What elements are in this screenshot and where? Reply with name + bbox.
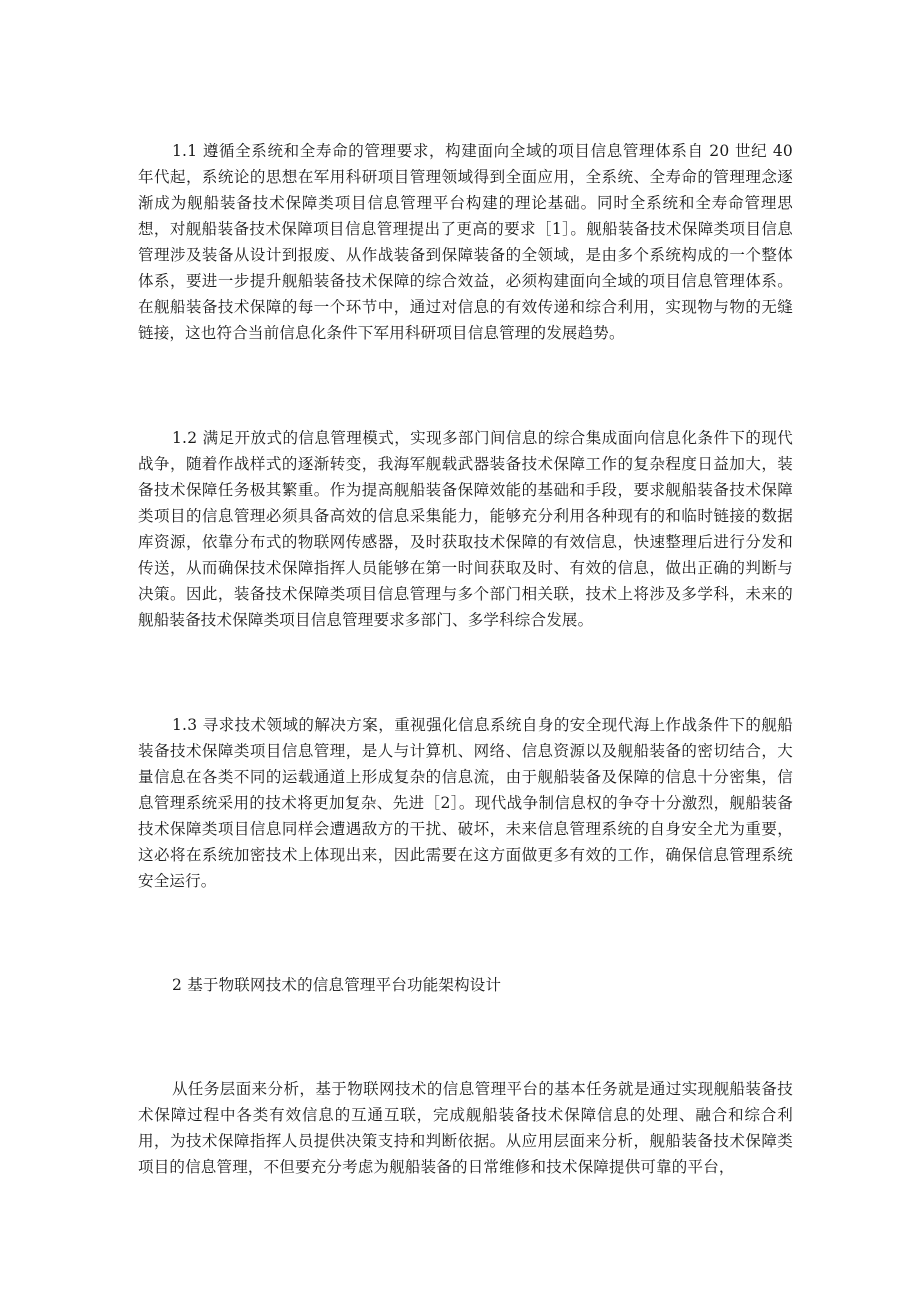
paragraph-1-1: 1.1 遵循全系统和全寿命的管理要求，构建面向全域的项目信息管理体系自 20 世纪 40 年代起，系统论的思想在军用科研项目管理领域得到全面应用，全系统、全寿命的管理理念逐渐成为舰船装备技术保障类项目信息管理平台构建的理论基础。同时全系统和全寿命管理思想，对舰船装备技术保障项目信息管理提出了更高的要求［1］。舰船装备技术保障类项目信息管理涉及装备从设计到报废、从作战装备到保障装备的全领域，是由多个系统构成的一个整体体系，要进一步提升舰船装备技术保障的综合效益，必须构建面向全域的项目信息管理体系。在舰船装备技术保障的每一个环节中，通过对信息的有效传递和综合利用，实现物与物的无缝链接，这也符合当前信息化条件下军用科研项目信息管理的发展趋势。 — [138, 142, 793, 342]
paragraph-2-intro: 从任务层面来分析，基于物联网技术的信息管理平台的基本任务就是通过实现舰船装备技术保障过程中各类有效信息的互通互联，完成舰船装备技术保障信息的处理、融合和综合利用，为技术保障指挥人员提供决策支持和判断依据。从应用层面来分析，舰船装备技术保障类项目的信息管理，不但要充分考虑为舰船装备的日常维修和技术保障提供可靠的平台， — [138, 1080, 793, 1176]
paragraph-1-3: 1.3 寻求技术领域的解决方案，重视强化信息系统自身的安全现代海上作战条件下的舰船装备技术保障类项目信息管理，是人与计算机、网络、信息资源以及舰船装备的密切结合，大量信息在各类不同的运载通道上形成复杂的信息流，由于舰船装备及保障的信息十分密集，信息管理系统采用的技术将更加复杂、先进［2］。现代战争制信息权的争夺十分激烈，舰船装备技术保障类项目信息同样会遭遇敌方的干扰、破坏，未来信息管理系统的自身安全尤为重要，这必将在系统加密技术上体现出来，因此需要在这方面做更多有效的工作，确保信息管理系统安全运行。 — [138, 716, 793, 890]
paragraph-1-2: 1.2 满足开放式的信息管理模式，实现多部门间信息的综合集成面向信息化条件下的现代战争，随着作战样式的逐渐转变，我海军舰载武器装备技术保障工作的复杂程度日益加大，装备技术保障任务极其繁重。作为提高舰船装备保障效能的基础和手段，要求舰船装备技术保障类项目的信息管理必须具备高效的信息采集能力，能够充分利用各种现有的和临时链接的数据库资源，依靠分布式的物联网传感器，及时获取技术保障的有效信息，快速整理后进行分发和传送，从而确保技术保障指挥人员能够在第一时间获取及时、有效的信息，做出正确的判断与决策。因此，装备技术保障类项目信息管理与多个部门相关联，技术上将涉及多学科，未来的舰船装备技术保障类项目信息管理要求多部门、多学科综合发展。 — [138, 429, 793, 629]
section-heading-2: 2 基于物联网技术的信息管理平台功能架构设计 — [172, 976, 502, 994]
